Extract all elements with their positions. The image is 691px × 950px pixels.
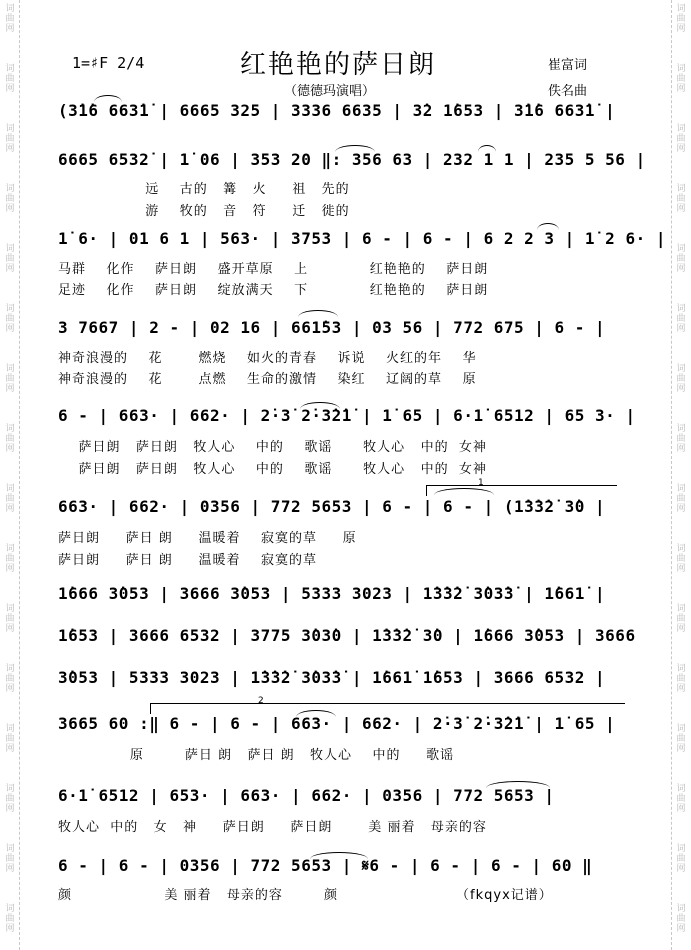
notation-line-4: 3 7667 | 2 - | 02 16 | 661̇53 | 03 56 | 772 675 | 6 - | [58, 318, 606, 337]
watermark-char: 曲 [676, 134, 686, 144]
watermark-glyph-stack [671, 784, 691, 814]
watermark-char: 曲 [5, 914, 15, 924]
watermark-char: 网 [5, 564, 15, 574]
lyric-line-6-verse-1: 萨日朗 萨日 朗 温暖着 寂寞的草 原 [58, 531, 357, 546]
watermark-char: 词 [676, 904, 686, 914]
watermark-char: 网 [5, 324, 15, 334]
slur-mark [94, 95, 122, 102]
watermark-char: 词 [676, 364, 686, 374]
watermark-char: 曲 [676, 314, 686, 324]
watermark-glyph-stack [0, 124, 20, 154]
watermark-char: 词 [676, 784, 686, 794]
watermark-char: 词 [5, 784, 15, 794]
watermark-glyph-stack [0, 184, 20, 214]
watermark-char: 词 [676, 64, 686, 74]
watermark-char: 网 [5, 684, 15, 694]
watermark-char: 曲 [5, 14, 15, 24]
watermark-glyph-stack [671, 184, 691, 214]
watermark-char: 网 [676, 864, 686, 874]
watermark-glyph-stack [0, 724, 20, 754]
watermark-glyph-stack [671, 64, 691, 94]
watermark-char: 网 [676, 924, 686, 934]
lyric-line-4-verse-1: 神奇浪漫的 花 燃烧 如火的青春 诉说 火红的年 华 [58, 351, 477, 366]
watermark-char: 网 [676, 624, 686, 634]
performer-credit: （德德玛演唱） [284, 84, 376, 99]
watermark-glyph-stack [0, 4, 20, 34]
watermark-char: 网 [676, 24, 686, 34]
watermark-char: 词 [5, 724, 15, 734]
watermark-char: 词 [5, 304, 15, 314]
watermark-char: 网 [676, 324, 686, 334]
watermark-char: 词 [5, 544, 15, 554]
watermark-char: 曲 [676, 734, 686, 744]
slur-mark [296, 710, 336, 717]
notation-line-2: 6665 6532̇ | 1̇ 06 | 353 20 ‖: 356 63 | 232 1 1 | 235 5 56 | [58, 150, 646, 169]
slur-mark [537, 223, 559, 230]
watermark-glyph-stack [0, 784, 20, 814]
watermark-char: 词 [676, 724, 686, 734]
watermark-char: 曲 [5, 494, 15, 504]
watermark-char: 网 [5, 624, 15, 634]
watermark-char: 曲 [5, 374, 15, 384]
notation-line-8: 1̇653 | 3666 6532 | 3775 3̇03̇0 | 1̇3̇3̇2̇ 3̇0 | 1̇666 3̇053 | 3666 [58, 626, 636, 645]
watermark-char: 词 [5, 424, 15, 434]
watermark-char: 网 [676, 744, 686, 754]
notation-line-7: 1̇666 3̇053 | 3666 3̇053 | 5333 3023 | 1̇3̇3̇2̇ 3̇03̇3̇ | 1̇661̇ | [58, 584, 606, 603]
watermark-char: 曲 [5, 554, 15, 564]
watermark-char: 词 [676, 184, 686, 194]
watermark-char: 词 [5, 4, 15, 14]
watermark-char: 词 [676, 244, 686, 254]
watermark-char: 网 [676, 444, 686, 454]
watermark-char: 词 [5, 64, 15, 74]
lyric-line-6-verse-2: 萨日朗 萨日 朗 温暖着 寂寞的草 [58, 553, 317, 568]
lyric-line-11: 牧人心 中的 女 神 萨日朗 萨日朗 美 丽着 母亲的容 [58, 820, 487, 835]
notation-line-1: (3̇1̇6 663̇1̇ | 6665 325 | 3336 6635 | 3̇2 1̇653 | 3̇1̇6 663̇1̇ | [58, 101, 616, 120]
lyricist-credit: 崔富词 [548, 58, 588, 73]
watermark-glyph-stack [0, 904, 20, 934]
watermark-glyph-stack [671, 664, 691, 694]
watermark-glyph-stack [671, 304, 691, 334]
notation-line-9: 3̇053 | 5333 3023 | 1̇3̇3̇2̇ 3̇03̇3̇ | 1̇661̇ 1̇653 | 3666 6532 | [58, 668, 606, 687]
watermark-char: 词 [676, 124, 686, 134]
watermark-char: 曲 [5, 674, 15, 684]
watermark-char: 曲 [676, 434, 686, 444]
watermark-char: 曲 [5, 614, 15, 624]
watermark-char: 词 [676, 424, 686, 434]
watermark-char: 网 [5, 204, 15, 214]
watermark-char: 曲 [676, 674, 686, 684]
watermark-char: 网 [676, 84, 686, 94]
song-title: 红艳艳的萨日朗 [240, 50, 437, 80]
watermark-glyph-stack [671, 844, 691, 874]
watermark-char: 曲 [676, 914, 686, 924]
notation-line-6: 663· | 662· | 0356 | 772 5653 | 6 - | 6 - | (1̇3̇3̇2̇ 3̇0 | [58, 497, 606, 516]
watermark-char: 曲 [5, 794, 15, 804]
watermark-char: 曲 [676, 614, 686, 624]
watermark-glyph-stack [0, 844, 20, 874]
watermark-char: 曲 [676, 14, 686, 24]
slur-mark [310, 852, 368, 859]
lyric-line-10: 原 萨日 朗 萨日 朗 牧人心 中的 歌谣 [58, 748, 455, 763]
watermark-char: 曲 [5, 134, 15, 144]
volta-bracket-2 [150, 703, 625, 714]
watermark-char: 网 [5, 444, 15, 454]
watermark-char: 曲 [676, 74, 686, 84]
watermark-glyph-stack [671, 724, 691, 754]
watermark-char: 网 [5, 804, 15, 814]
tie-mark [434, 488, 494, 495]
watermark-char: 曲 [5, 194, 15, 204]
lyric-line-3-verse-1: 马群 化作 萨日朗 盛开草原 上 红艳艳的 萨日朗 [58, 262, 489, 277]
watermark-char: 词 [5, 904, 15, 914]
watermark-char: 曲 [676, 374, 686, 384]
watermark-glyph-stack [671, 424, 691, 454]
watermark-char: 网 [676, 564, 686, 574]
watermark-glyph-stack [0, 364, 20, 394]
slur-mark [478, 145, 496, 152]
watermark-glyph-stack [671, 604, 691, 634]
watermark-glyph-stack [0, 244, 20, 274]
watermark-char: 网 [5, 144, 15, 154]
slur-mark [486, 781, 550, 788]
watermark-char: 曲 [5, 254, 15, 264]
watermark-char: 词 [5, 604, 15, 614]
slur-mark [335, 145, 375, 152]
watermark-char: 网 [5, 384, 15, 394]
lyric-line-4-verse-2: 神奇浪漫的 花 点燃 生命的激情 染红 辽阔的草 原 [58, 372, 477, 387]
watermark-char: 网 [5, 744, 15, 754]
watermark-char: 网 [676, 264, 686, 274]
watermark-char: 词 [676, 844, 686, 854]
watermark-char: 曲 [5, 854, 15, 864]
notation-line-10: 3665 60 :‖ 6 - | 6 - | 663· | 662· | 2̇·3̇ 2̇·3̇2̇1̇ | 1̇ 65 | [58, 714, 616, 733]
watermark-char: 网 [676, 504, 686, 514]
watermark-char: 词 [5, 844, 15, 854]
watermark-char: 网 [676, 804, 686, 814]
slur-mark [298, 310, 338, 317]
watermark-glyph-stack [671, 544, 691, 574]
lyric-line-3-verse-2: 足迹 化作 萨日朗 绽放满天 下 红艳艳的 萨日朗 [58, 283, 489, 298]
watermark-char: 曲 [676, 554, 686, 564]
watermark-char: 曲 [676, 254, 686, 264]
watermark-char: 网 [5, 264, 15, 274]
watermark-char: 词 [5, 124, 15, 134]
notation-line-11: 6·1̇ 6512 | 653· | 663· | 662· | 0356 | 772 5653 | [58, 786, 555, 805]
watermark-char: 曲 [5, 74, 15, 84]
volta-number-2: 2 [258, 696, 264, 706]
watermark-glyph-stack [0, 604, 20, 634]
watermark-char: 词 [5, 184, 15, 194]
key-signature: 1=♯F 2/4 [72, 54, 145, 72]
watermark-glyph-stack [0, 64, 20, 94]
watermark-glyph-stack [0, 664, 20, 694]
watermark-glyph-stack [0, 424, 20, 454]
watermark-char: 词 [5, 664, 15, 674]
watermark-glyph-stack [0, 304, 20, 334]
watermark-char: 曲 [676, 494, 686, 504]
watermark-char: 词 [5, 484, 15, 494]
slur-mark [300, 402, 340, 409]
watermark-char: 曲 [676, 854, 686, 864]
watermark-glyph-stack [0, 484, 20, 514]
watermark-char: 词 [5, 244, 15, 254]
notation-line-3: 1̇ 6· | 01 6 1 | 563· | 3753 | 6 - | 6 - | 6 2 2 3 | 1̇ 2 6· | [58, 229, 666, 248]
watermark-char: 网 [676, 384, 686, 394]
lyric-line-12: 颜 美 丽着 母亲的容 颜 （fkqyx记谱） [58, 888, 553, 903]
watermark-char: 词 [676, 664, 686, 674]
watermark-glyph-stack [0, 544, 20, 574]
watermark-char: 词 [5, 364, 15, 374]
watermark-char: 词 [676, 304, 686, 314]
watermark-char: 网 [5, 864, 15, 874]
watermark-char: 曲 [676, 194, 686, 204]
watermark-char: 网 [5, 924, 15, 934]
watermark-char: 网 [5, 24, 15, 34]
lyric-line-2-verse-1: 远 古的 篝 火 祖 先的 [58, 182, 350, 197]
watermark-char: 词 [676, 544, 686, 554]
watermark-char: 曲 [5, 434, 15, 444]
watermark-char: 词 [676, 4, 686, 14]
watermark-char: 曲 [5, 734, 15, 744]
watermark-char: 网 [676, 144, 686, 154]
notation-line-12: 6 - | 6 - | 0356 | 772 5653 | 𝄋6 - | 6 - | 6 - | 60 ‖ [58, 856, 593, 875]
watermark-char: 网 [676, 684, 686, 694]
watermark-glyph-stack [671, 484, 691, 514]
watermark-char: 词 [676, 604, 686, 614]
watermark-char: 词 [676, 484, 686, 494]
lyric-line-2-verse-2: 游 牧的 音 符 迁 徙的 [58, 204, 350, 219]
watermark-glyph-stack [671, 904, 691, 934]
notation-line-5: 6 - | 663· | 662· | 2̇·3̇ 2̇·3̇2̇1̇ | 1̇ 65 | 6·1̇ 6512 | 65 3· | [58, 406, 636, 425]
watermark-char: 网 [5, 504, 15, 514]
watermark-glyph-stack [671, 364, 691, 394]
watermark-char: 曲 [676, 794, 686, 804]
watermark-glyph-stack [671, 124, 691, 154]
volta-number-1: 1 [478, 478, 484, 488]
watermark-glyph-stack [671, 4, 691, 34]
lyric-line-5-verse-1: 萨日朗 萨日朗 牧人心 中的 歌谣 牧人心 中的 女神 [58, 440, 487, 455]
watermark-char: 曲 [5, 314, 15, 324]
watermark-glyph-stack [671, 244, 691, 274]
composer-credit: 佚名曲 [548, 84, 588, 99]
watermark-char: 网 [5, 84, 15, 94]
watermark-char: 网 [676, 204, 686, 214]
lyric-line-5-verse-2: 萨日朗 萨日朗 牧人心 中的 歌谣 牧人心 中的 女神 [58, 462, 487, 477]
